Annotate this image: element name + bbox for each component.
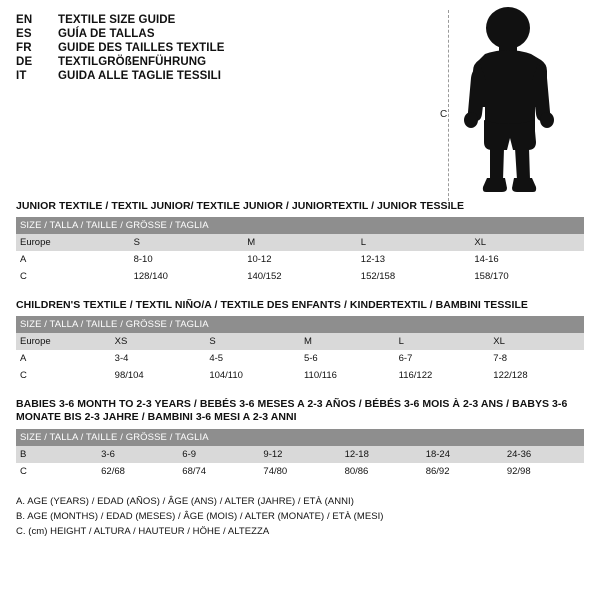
table-row [16, 268, 584, 285]
table-row [16, 463, 584, 480]
table-cell: 122/128 [489, 367, 584, 384]
table-cell: 80/86 [341, 463, 422, 480]
footnote-a: A. AGE (YEARS) / EDAD (AÑOS) / ÂGE (ANS) / ALTER (JAHRE) / ETÀ (ANNI) [16, 495, 354, 507]
children-size-table [16, 316, 584, 384]
table-cell: 62/68 [97, 463, 178, 480]
height-measure-label: C [440, 109, 448, 120]
language-code: ES [16, 28, 32, 40]
table-cell: 68/74 [178, 463, 259, 480]
table-row [16, 350, 584, 367]
table-row [16, 367, 584, 384]
table-cell: M [243, 234, 357, 251]
table-head-cell: SIZE / TALLA / TAILLE / GRÖSSE / TAGLIA [16, 217, 584, 234]
table-cell: XL [470, 234, 584, 251]
table-cell: 4-5 [205, 350, 300, 367]
section-title: CHILDREN'S TEXTILE / TEXTIL NIÑO/A / TEXTILE DES ENFANTS / KINDERTEXTIL / BAMBINI TESSILE [16, 299, 528, 312]
table-cell: 12-13 [357, 251, 471, 268]
babies-size-table [16, 429, 584, 480]
table-head-cell: SIZE / TALLA / TAILLE / GRÖSSE / TAGLIA [16, 316, 584, 333]
table-cell: 10-12 [243, 251, 357, 268]
table-cell: L [395, 333, 490, 350]
language-code: EN [16, 14, 33, 26]
table-cell: 6-7 [395, 350, 490, 367]
table-cell: 152/158 [357, 268, 471, 285]
table-cell: 24-36 [503, 446, 584, 463]
table-head-cell: SIZE / TALLA / TAILLE / GRÖSSE / TAGLIA [16, 429, 584, 446]
table-cell: 18-24 [422, 446, 503, 463]
language-title: TEXTILGRÖßENFÜHRUNG [58, 56, 207, 68]
table-cell: 110/116 [300, 367, 395, 384]
table-cell: 116/122 [395, 367, 490, 384]
table-cell: 74/80 [259, 463, 340, 480]
table-cell: A [16, 350, 111, 367]
table-cell: 3-6 [97, 446, 178, 463]
table-row [16, 446, 584, 463]
table-cell: 3-4 [111, 350, 206, 367]
table-cell: 5-6 [300, 350, 395, 367]
table-head-row [16, 429, 584, 446]
table-cell: 128/140 [130, 268, 244, 285]
table-cell: A [16, 251, 130, 268]
footnotes [16, 496, 584, 537]
figure-area [434, 6, 594, 206]
language-header [16, 14, 446, 82]
language-code: FR [16, 42, 32, 54]
table-row [16, 251, 584, 268]
section-junior [16, 200, 584, 285]
table-cell: XS [111, 333, 206, 350]
table-cell: 7-8 [489, 350, 584, 367]
table-cell: Europe [16, 234, 130, 251]
language-code: DE [16, 56, 33, 68]
junior-size-table [16, 217, 584, 285]
table-row [16, 234, 584, 251]
table-row [16, 333, 584, 350]
language-row [16, 28, 446, 40]
table-cell: 104/110 [205, 367, 300, 384]
section-babies [16, 398, 584, 479]
table-cell: S [130, 234, 244, 251]
section-title: JUNIOR TEXTILE / TEXTIL JUNIOR/ TEXTILE JUNIOR / JUNIORTEXTIL / JUNIOR TESSILE [16, 200, 465, 212]
table-cell: 6-9 [178, 446, 259, 463]
table-cell: 9-12 [259, 446, 340, 463]
table-cell: Europe [16, 333, 111, 350]
language-title: GUIDE DES TAILLES TEXTILE [58, 42, 225, 54]
section-children [16, 299, 584, 384]
table-cell: C [16, 463, 97, 480]
table-cell: 86/92 [422, 463, 503, 480]
table-cell: 140/152 [243, 268, 357, 285]
table-cell: B [16, 446, 97, 463]
language-title: TEXTILE SIZE GUIDE [58, 14, 176, 26]
footnote-b: B. AGE (MONTHS) / EDAD (MESES) / ÂGE (MOIS) / ALTER (MONATE) / ETÀ (MESI) [16, 510, 384, 522]
section-title: BABIES 3-6 MONTH TO 2-3 YEARS / BEBÉS 3-6 MESES A 2-3 AÑOS / BÉBÉS 3-6 MOIS À 2-3 ANS / BABYS 3-6 MONATE BIS 2-3 JAHRE / BAMBINI 3-6 MESI A 2-3 ANNI [16, 398, 568, 424]
table-cell: 98/104 [111, 367, 206, 384]
language-row [16, 42, 446, 54]
table-cell: C [16, 367, 111, 384]
table-cell: S [205, 333, 300, 350]
language-title: GUÍA DE TALLAS [58, 28, 155, 40]
table-cell: C [16, 268, 130, 285]
table-cell: 12-18 [341, 446, 422, 463]
language-row [16, 56, 446, 68]
table-cell: 158/170 [470, 268, 584, 285]
table-cell: 92/98 [503, 463, 584, 480]
language-code: IT [16, 70, 27, 82]
table-cell: M [300, 333, 395, 350]
table-cell: XL [489, 333, 584, 350]
child-silhouette-icon [452, 6, 582, 206]
table-cell: L [357, 234, 471, 251]
language-row [16, 70, 446, 82]
table-head-row [16, 217, 584, 234]
language-title: GUIDA ALLE TAGLIE TESSILI [58, 70, 222, 82]
footnote-c: C. (cm) HEIGHT / ALTURA / HAUTEUR / HÖHE / ALTEZZA [16, 525, 270, 537]
language-row [16, 14, 446, 26]
table-head-row [16, 316, 584, 333]
table-cell: 8-10 [130, 251, 244, 268]
table-cell: 14-16 [470, 251, 584, 268]
